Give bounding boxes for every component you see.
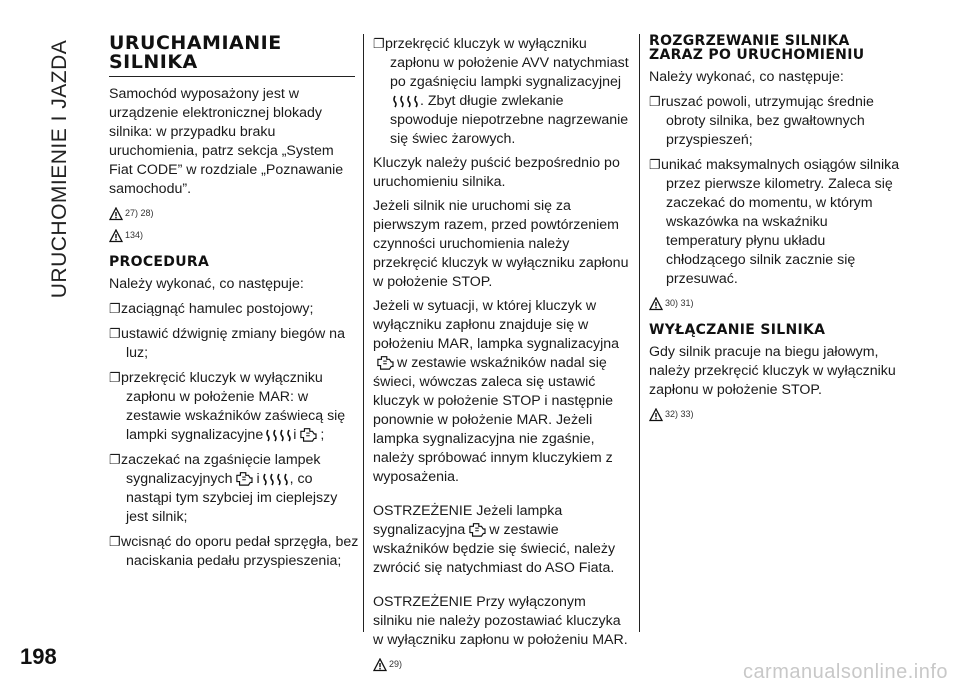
bullet-box-icon: ❐ [109, 534, 121, 549]
page-number: 198 [20, 644, 57, 669]
warning-ref [109, 204, 359, 223]
lead-text: Należy wykonać, co następuje: [649, 69, 844, 85]
heading-procedura: PROCEDURA [109, 254, 210, 270]
column-divider [639, 34, 640, 632]
column-3 [649, 34, 905, 426]
warning-paragraph: OSTRZEŻENIE Jeżeli lampka sygnalizacyjna w zestawie wskaźników będzie się świecić, należy zwrócić się natychmiast do ASO Fiata. [373, 503, 616, 576]
paragraph: Jeżeli w sytuacji, w której kluczyk w wyłączniku zapłonu znajduje się w położeniu MAR, lampka sygnalizacyjnaw zestawie wskaźników nadal się świeci, wówczas zaleca się ustawić kluczyk w położenie STOP i następnie ponownie w położenie MAR. Jeżeli lampka sygnalizacyjna nie zgaśnie, należy spróbować innym kluczykiem z wyposażenia. [373, 298, 620, 485]
warning-ref [373, 655, 629, 674]
warning-triangle-icon [649, 408, 663, 422]
heading-wylaczanie: WYŁĄCZANIE SILNIKA [649, 322, 826, 338]
warning-paragraph: OSTRZEŻENIE Przy wyłączonym silniku nie należy pozostawiać kluczyka w wyłączniku zapłonu w położeniu MAR. [373, 594, 628, 648]
ref-text: 134) [125, 230, 144, 240]
paragraph: Kluczyk należy puścić bezpośrednio po uruchomieniu silnika. [373, 155, 620, 190]
warning-triangle-icon [109, 207, 123, 221]
heading-uruchamianie: URUCHAMIANIE SILNIKA [109, 32, 282, 73]
list-item: ❐unikać maksymalnych osiągów silnika przez pierwsze kilometry. Zaleca się zaczekać do momentu, w którym wskazówka na wskaźniku temperatury płynu układu chłodzącego silnik zacznie się przesuwać. [649, 157, 900, 287]
side-section-title [40, 34, 80, 304]
bullet-box-icon: ❐ [649, 157, 661, 172]
warning-ref [649, 294, 905, 313]
engine-warning-icon [298, 426, 318, 442]
engine-warning-icon [467, 521, 487, 537]
heading-rule [109, 76, 355, 77]
list-item: ❐ruszać powoli, utrzymując średnie obroty silnika, bez gwałtownych przyspieszeń; [649, 94, 874, 148]
paragraph: Gdy silnik pracuje na biegu jałowym, należy przekręcić kluczyk w wyłączniku zapłonu w położenie STOP. [649, 344, 896, 398]
bullet-box-icon: ❐ [109, 370, 121, 385]
glow-plug-icon [265, 428, 291, 442]
warning-ref [649, 405, 905, 424]
list-item: ❐ustawić dźwignię zmiany biegów na luz; [109, 326, 345, 361]
list-item: ❐wcisnąć do oporu pedał sprzęgła, bez naciskania pedału przyspieszenia; [109, 534, 359, 569]
column-divider [363, 34, 364, 632]
bullet-box-icon: ❐ [109, 326, 121, 341]
list-item: ❐przekręcić kluczyk w wyłączniku zapłonu w położenie AVV natychmiast po zgaśnięciu lampki sygnalizacyjnej. Zbyt długie zwlekanie spowoduje niepotrzebne nagrzewanie się świec żarowych. [373, 36, 629, 147]
engine-warning-icon [234, 470, 254, 486]
bullet-box-icon: ❐ [373, 36, 385, 51]
warning-triangle-icon [649, 297, 663, 311]
column-2 [373, 34, 629, 676]
bullet-box-icon: ❐ [109, 301, 121, 316]
ref-text: 27) 28) [125, 208, 154, 218]
ref-text: 32) 33) [665, 409, 694, 419]
intro-paragraph: Samochód wyposażony jest w urządzenie elektronicznej blokady silnika: w przypadku braku uruchomienia, patrz sekcja „System Fiat CODE” w rozdziale „Poznawanie samochodu”. [109, 86, 344, 197]
glow-plug-icon [262, 472, 288, 486]
glow-plug-icon [392, 94, 418, 108]
column-1 [109, 34, 359, 576]
bullet-box-icon: ❐ [109, 452, 121, 467]
warning-triangle-icon [373, 658, 387, 672]
engine-warning-icon [375, 354, 395, 370]
bullet-box-icon: ❐ [649, 94, 661, 109]
list-item: ❐zaciągnąć hamulec postojowy; [109, 301, 314, 317]
list-item: ❐przekręcić kluczyk w wyłączniku zapłonu w położenie MAR: w zestawie wskaźników zaświecą się lampki sygnalizacyjne i ; [109, 370, 346, 443]
list-item: ❐zaczekać na zgaśnięcie lampek sygnalizacyjnych i , co nastąpi tym szybciej im cieplejszy jest silnik; [109, 452, 338, 525]
ref-text: 29) [389, 659, 403, 669]
lead-text: Należy wykonać, co następuje: [109, 276, 304, 292]
watermark: carmanualsonline.info [742, 661, 948, 683]
side-title-text: URUCHOMIENIE I JAZDA [48, 39, 71, 299]
heading-rozgrzewanie: ROZGRZEWANIE SILNIKA ZARAZ PO URUCHOMIENIU [649, 33, 865, 63]
ref-text: 30) 31) [665, 298, 694, 308]
paragraph: Jeżeli silnik nie uruchomi się za pierwszym razem, przed powtórzeniem czynności uruchomienia należy przekręcić kluczyk w wyłączniku zapłonu w położenie STOP. [373, 198, 629, 290]
warning-triangle-icon [109, 229, 123, 243]
warning-ref [109, 226, 359, 245]
